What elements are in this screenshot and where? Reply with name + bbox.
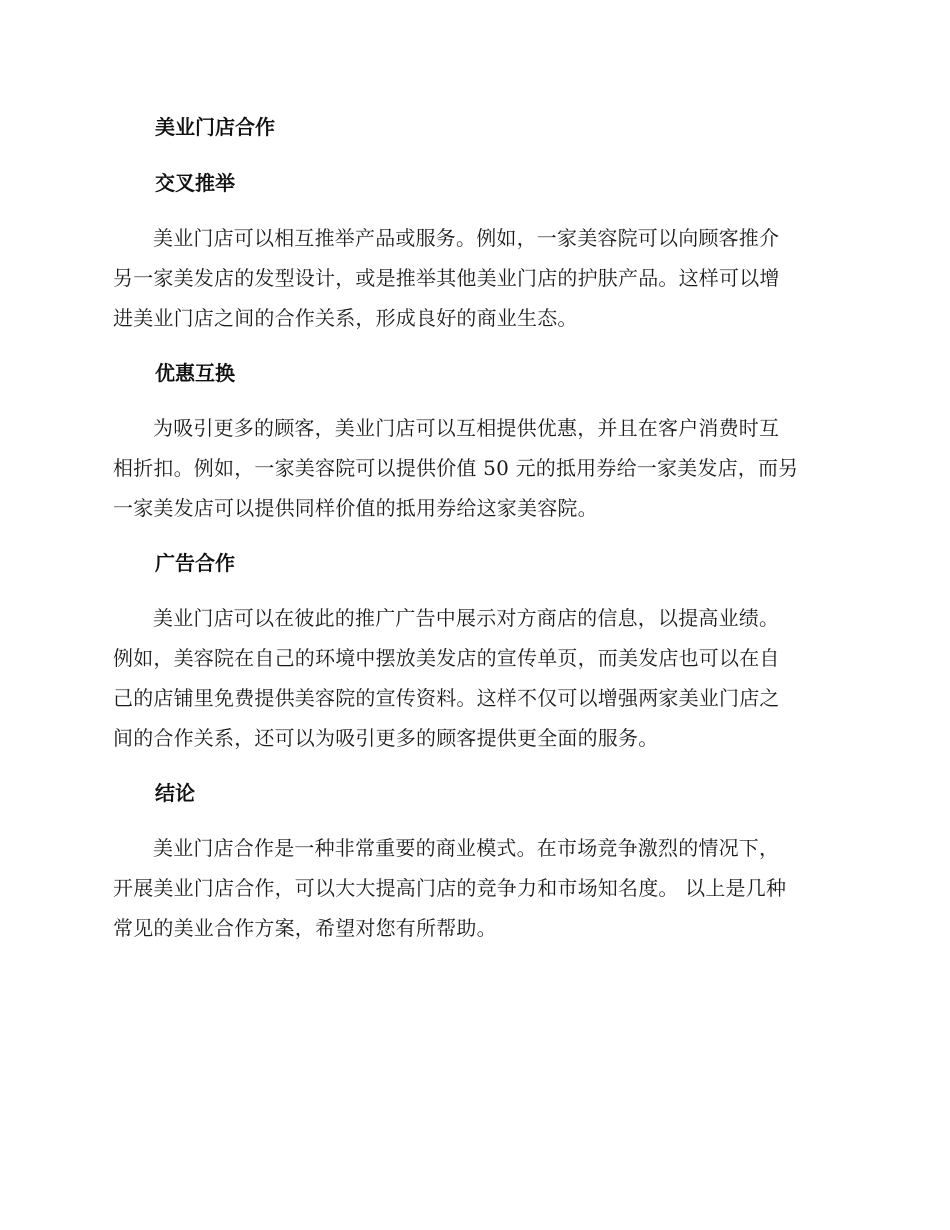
paragraph-line: 美业门店可以在彼此的推广广告中展示对方商店的信息，以提高业绩。 bbox=[153, 606, 780, 630]
paragraph-line: 相折扣。例如，一家美容院可以提供价值 50 元的抵用券给一家美发店，而另 bbox=[113, 456, 799, 480]
section-paragraph-ad-cooperation bbox=[113, 598, 837, 758]
document-body bbox=[113, 112, 837, 968]
paragraph-line: 美业门店合作是一种非常重要的商业模式。在市场竞争激烈的情况下， bbox=[153, 836, 780, 860]
section-heading-conclusion: 结论 bbox=[155, 781, 195, 805]
section-heading-cross-referral: 交叉推举 bbox=[155, 171, 235, 195]
paragraph-line: 为吸引更多的顾客，美业门店可以互相提供优惠，并且在客户消费时互 bbox=[153, 416, 780, 440]
paragraph-line: 另一家美发店的发型设计，或是推举其他美业门店的护肤产品。这样可以增 bbox=[113, 266, 780, 290]
section-paragraph-conclusion bbox=[113, 828, 837, 948]
paragraph-line: 美业门店可以相互推举产品或服务。例如，一家美容院可以向顾客推介 bbox=[153, 226, 780, 250]
paragraph-line: 常见的美业合作方案，希望对您有所帮助。 bbox=[113, 916, 497, 940]
paragraph-line: 进美业门店之间的合作关系，形成良好的商业生态。 bbox=[113, 306, 578, 330]
section-heading-ad-cooperation: 广告合作 bbox=[155, 551, 235, 575]
section-paragraph-discount-exchange bbox=[113, 408, 837, 528]
paragraph-line: 己的店铺里免费提供美容院的宣传资料。这样不仅可以增强两家美业门店之 bbox=[113, 686, 780, 710]
section-heading-discount-exchange: 优惠互换 bbox=[155, 361, 235, 385]
paragraph-line: 开展美业门店合作，可以大大提高门店的竞争力和市场知名度。 以上是几种 bbox=[113, 876, 787, 900]
section-paragraph-cross-referral bbox=[113, 218, 837, 338]
paragraph-line: 一家美发店可以提供同样价值的抵用券给这家美容院。 bbox=[113, 496, 598, 520]
document-title: 美业门店合作 bbox=[155, 115, 275, 139]
paragraph-line: 间的合作关系，还可以为吸引更多的顾客提供更全面的服务。 bbox=[113, 726, 659, 750]
paragraph-line: 例如，美容院在自己的环境中摆放美发店的宣传单页，而美发店也可以在自 bbox=[113, 646, 780, 670]
